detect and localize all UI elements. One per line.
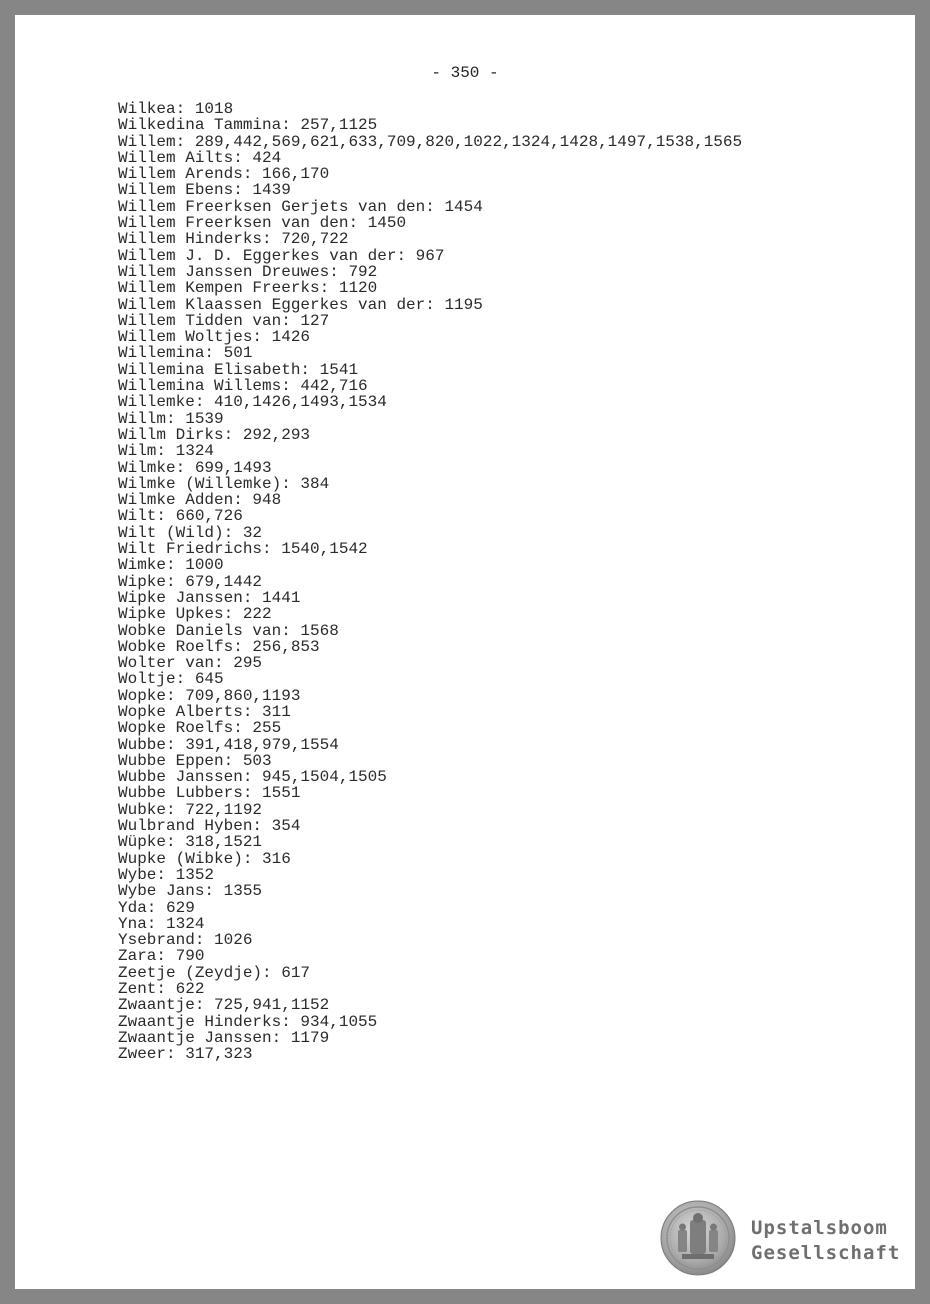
index-entry: Willem Woltjes: 1426 — [118, 328, 311, 347]
index-entry: Wopke Alberts: 311 — [118, 702, 291, 721]
index-entry: Wybe: 1352 — [118, 865, 215, 884]
index-entry: Wopke: 709,860,1193 — [118, 686, 301, 705]
index-entry: Wilkedina Tammina: 257,1125 — [118, 116, 378, 135]
index-entry: Willemke: 410,1426,1493,1534 — [118, 393, 387, 412]
index-entry: Wilm: 1324 — [118, 442, 215, 461]
index-entry: Willem: 289,442,569,621,633,709,820,1022,1324,1428,1497,1538,1565 — [118, 132, 743, 151]
index-entry: Yda: 629 — [118, 898, 195, 917]
index-entry: Wopke Roelfs: 255 — [118, 719, 282, 738]
index-entry: Wulbrand Hyben: 354 — [118, 817, 301, 836]
index-entry: Willem J. D. Eggerkes van der: 967 — [118, 246, 445, 265]
index-entry: Wubke: 722,1192 — [118, 800, 263, 819]
index-entry: Wobke Daniels van: 1568 — [118, 621, 339, 640]
index-entry: Wubbe Eppen: 503 — [118, 751, 272, 770]
index-entry: Willemina Elisabeth: 1541 — [118, 360, 359, 379]
index-entry: Wüpke: 318,1521 — [118, 833, 263, 852]
index-entry: Willem Freerksen van den: 1450 — [118, 214, 407, 233]
index-entry: Zweer: 317,323 — [118, 1045, 253, 1064]
index-entry: Willm Dirks: 292,293 — [118, 425, 311, 444]
index-entry: Zent: 622 — [118, 980, 205, 999]
index-entry: Wybe Jans: 1355 — [118, 882, 263, 901]
name-index-list — [118, 101, 742, 1063]
index-entry: Zwaantje Janssen: 1179 — [118, 1028, 330, 1047]
index-entry: Wilt: 660,726 — [118, 507, 243, 526]
logo-line-1: Upstalsboom — [751, 1217, 888, 1239]
index-entry: Ysebrand: 1026 — [118, 931, 253, 950]
index-entry: Willem Klaassen Eggerkes van der: 1195 — [118, 295, 483, 314]
index-entry: Zeetje (Zeydje): 617 — [118, 963, 311, 982]
society-logo — [751, 1216, 900, 1266]
index-entry: Wubbe Lubbers: 1551 — [118, 784, 301, 803]
index-entry: Willem Janssen Dreuwes: 792 — [118, 262, 378, 281]
logo-line-2: Gesellschaft — [751, 1242, 901, 1264]
index-entry: Willemina Willems: 442,716 — [118, 377, 368, 396]
index-entry: Wobke Roelfs: 256,853 — [118, 637, 320, 656]
index-entry: Wilmke: 699,1493 — [118, 458, 272, 477]
index-entry: Wipke Upkes: 222 — [118, 605, 272, 624]
index-entry: Wilkea: 1018 — [118, 100, 234, 118]
index-entry: Willem Arends: 166,170 — [118, 165, 330, 184]
index-entry: Yna: 1324 — [118, 914, 205, 933]
index-entry: Wubbe Janssen: 945,1504,1505 — [118, 768, 387, 787]
index-entry: Willem Freerksen Gerjets van den: 1454 — [118, 197, 483, 216]
index-entry: Willem Tidden van: 127 — [118, 311, 330, 330]
index-entry: Willem Ebens: 1439 — [118, 181, 291, 200]
index-entry: Wipke Janssen: 1441 — [118, 588, 301, 607]
index-entry: Zara: 790 — [118, 947, 205, 966]
index-entry: Willemina: 501 — [118, 344, 253, 363]
index-entry: Wilt (Wild): 32 — [118, 523, 263, 542]
seal-icon — [660, 1200, 736, 1276]
index-entry: Woltje: 645 — [118, 670, 224, 689]
index-entry: Willem Hinderks: 720,722 — [118, 230, 349, 249]
index-entry: Wimke: 1000 — [118, 556, 224, 575]
index-entry: Willm: 1539 — [118, 409, 224, 428]
index-entry: Zwaantje: 725,941,1152 — [118, 996, 330, 1015]
index-entry: Willem Ailts: 424 — [118, 148, 282, 167]
index-entry: Zwaantje Hinderks: 934,1055 — [118, 1012, 378, 1031]
index-entry: Wilt Friedrichs: 1540,1542 — [118, 540, 368, 559]
index-entry: Willem Kempen Freerks: 1120 — [118, 279, 378, 298]
index-entry: Wilmke Adden: 948 — [118, 491, 282, 510]
index-entry: Wupke (Wibke): 316 — [118, 849, 291, 868]
index-entry: Wilmke (Willemke): 384 — [118, 474, 330, 493]
index-entry: Wolter van: 295 — [118, 654, 263, 673]
index-entry: Wubbe: 391,418,979,1554 — [118, 735, 339, 754]
index-entry: Wipke: 679,1442 — [118, 572, 263, 591]
page-number: - 350 - — [431, 64, 499, 82]
